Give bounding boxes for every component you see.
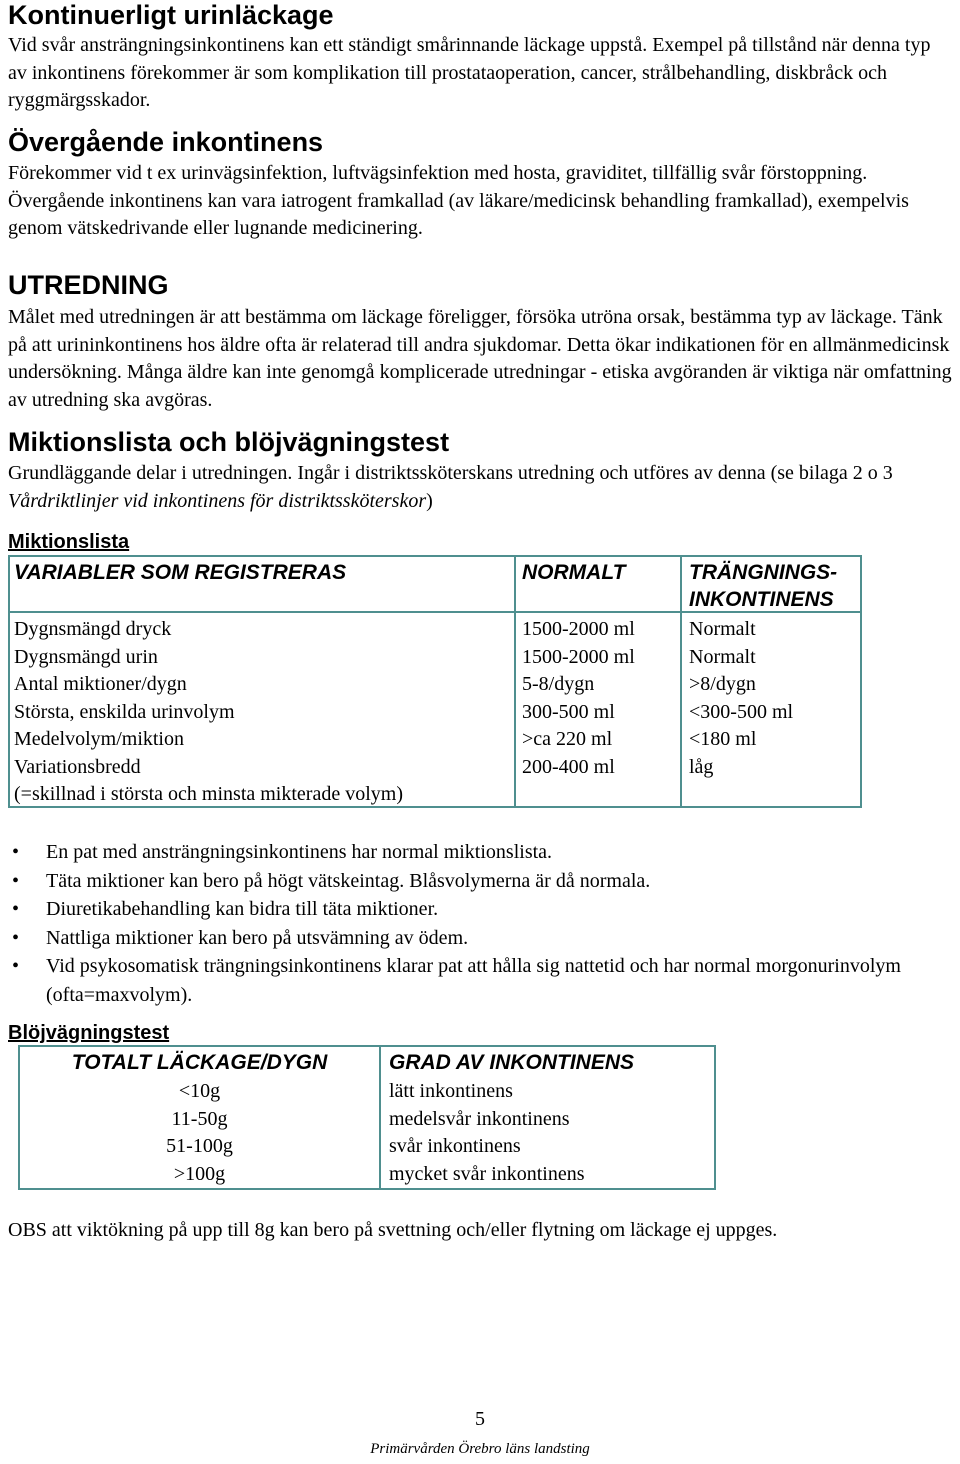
page-footer: Primärvården Örebro läns landsting [370, 1441, 590, 1457]
column-normal [522, 616, 635, 781]
header-urge-line1: TRÄNGNINGS- [689, 561, 838, 584]
paragraph-utredning: Målet med utredningen är att bestämma om läckage föreligger, försöka utröna orsak, bestämma typ av läckage. Tänk på att urininkontinens hos äldre ofta är relaterad till andra sjukdomar. Detta ökar indikationen för en allmänmedicinsk undersökning. Många äldre kan inte genomgå komplicerade utredningar - etiska avgöranden är viktiga när omfattning av utredning ska avgöras. [8, 306, 952, 411]
list-item [8, 838, 952, 867]
bullet-icon: • [12, 869, 20, 892]
header-variables: VARIABLER SOM REGISTRERAS [14, 561, 347, 584]
table-cell-variable: Medelvolym/miktion [14, 728, 184, 750]
table-cell-normal: 1500-2000 ml [522, 618, 635, 640]
table-cell-normal: 200-400 ml [522, 755, 615, 778]
list-item-text: Täta miktioner kan bero på högt vätskeintag. Blåsvolymerna är då normala. [46, 869, 651, 892]
table-cell-variable: Största, enskilda urinvolym [14, 700, 235, 723]
list-item-text: En pat med ansträngningsinkontinens har normal miktionslista. [46, 841, 553, 863]
section-miktionslista-och-test [8, 427, 952, 515]
table-cell-leakage: 11-50g [171, 1107, 228, 1130]
table-cell-urge: låg [689, 755, 714, 778]
list-item-text: Vid psykosomatisk trängningsinkontinens klarar pat att hålla sig nattetid och har normal morgonurinvolym (ofta=maxvolym). [46, 955, 901, 1006]
column-urge [689, 616, 793, 781]
text-italic-reference: Vårdriktlinjer vid inkontinens för distriktssköterskor [8, 489, 427, 512]
header-urge-line2: INKONTINENS [689, 588, 834, 611]
table-cell-grade: mycket svår inkontinens [389, 1162, 585, 1185]
table-cell-grade: medelsvår inkontinens [389, 1107, 570, 1130]
column-grade [389, 1078, 585, 1188]
table-cell-grade: svår inkontinens [389, 1135, 521, 1157]
section-utredning [8, 270, 952, 414]
list-item [8, 867, 952, 896]
table-cell-variable: Antal miktioner/dygn [14, 673, 187, 695]
bullet-list [8, 838, 952, 1009]
text-end: ) [426, 489, 433, 512]
list-item [8, 895, 952, 924]
table-divider [379, 1047, 381, 1188]
table-cell-grade: lätt inkontinens [389, 1080, 513, 1102]
paragraph-miktionslista-och-test [8, 460, 952, 515]
table-cell-normal: >ca 220 ml [522, 728, 613, 750]
bullet-icon: • [12, 926, 20, 949]
paragraph-overgaende: Förekommer vid t ex urinvägsinfektion, luftvägsinfektion med hosta, graviditet, tillfällig svår förstoppning. Övergående inkontinens kan vara iatrogent framkallad (av läkare/medicinsk behandling framkallad), exempelvis genom vätskedrivande eller lugnande medicinering. [8, 162, 909, 239]
heading-miktionslista-och-test: Miktionslista och blöjvägningstest [8, 427, 450, 457]
list-item [8, 924, 952, 953]
list-item-text: Nattliga miktioner kan bero på utsvämning av ödem. [46, 926, 469, 949]
table-cell-leakage: >100g [173, 1162, 226, 1185]
paragraph-kontinuerligt: Vid svår ansträngningsinkontinens kan ett ständigt smårinnande läckage uppstå. Exempel på tillstånd när denna typ av inkontinens förekommer är som komplikation till prostataoperation, cancer, strålbehandling, diskbråck och ryggmärgsskador. [8, 34, 931, 111]
table-cell-variable: Variationsbredd [14, 755, 141, 778]
section-kontinuerligt [8, 0, 952, 115]
table-cell-urge: <300-500 ml [689, 700, 794, 723]
table-cell-leakage: 51-100g [166, 1135, 233, 1157]
header-leakage: TOTALT LÄCKAGE/DYGN [71, 1051, 328, 1074]
header-normal: NORMALT [522, 561, 626, 584]
blojvagningstest-table [18, 1045, 716, 1190]
subheading-blojvagningstest: Blöjvägningstest [8, 1022, 170, 1044]
miktionslista-table [8, 555, 862, 808]
table-cell-leakage: <10g [178, 1080, 221, 1102]
table-cell-urge: Normalt [689, 645, 756, 668]
column-leakage [20, 1078, 379, 1188]
table-cell-urge: <180 ml [689, 728, 757, 750]
bullet-icon: • [12, 898, 20, 920]
table-cell-normal: 5-8/dygn [522, 673, 595, 695]
table-cell-variable: (=skillnad i största och minsta mikterade volym) [14, 783, 403, 805]
bullet-icon: • [12, 955, 20, 977]
table-cell-variable: Dygnsmängd dryck [14, 618, 172, 640]
bullet-icon: • [12, 841, 20, 863]
table-cell-normal: 300-500 ml [522, 700, 615, 723]
header-grade: GRAD AV INKONTINENS [389, 1051, 635, 1074]
table-cell-urge: >8/dygn [689, 673, 756, 695]
heading-utredning: UTREDNING [8, 270, 169, 300]
table-cell-normal: 1500-2000 ml [522, 645, 635, 668]
obs-note: OBS att viktökning på upp till 8g kan bero på svettning och/eller flytning om läckage ej uppges. [8, 1219, 778, 1241]
list-item-text: Diuretikabehandling kan bidra till täta miktioner. [46, 898, 439, 920]
list-item [8, 952, 952, 1009]
heading-kontinuerligt: Kontinuerligt urinläckage [8, 0, 334, 30]
column-variables [14, 616, 403, 809]
table-cell-variable: Dygnsmängd urin [14, 645, 158, 668]
section-overgaende [8, 127, 952, 243]
table-divider [514, 557, 516, 806]
page-number: 5 [475, 1408, 485, 1430]
table-cell-urge: Normalt [689, 618, 756, 640]
table-divider [680, 557, 682, 806]
subheading-miktionslista: Miktionslista [8, 531, 130, 553]
text-start: Grundläggande delar i utredningen. Ingår i distriktssköterskans utredning och utföres av denna (se bilaga 2 o 3 [8, 462, 893, 484]
heading-overgaende: Övergående inkontinens [8, 127, 324, 157]
